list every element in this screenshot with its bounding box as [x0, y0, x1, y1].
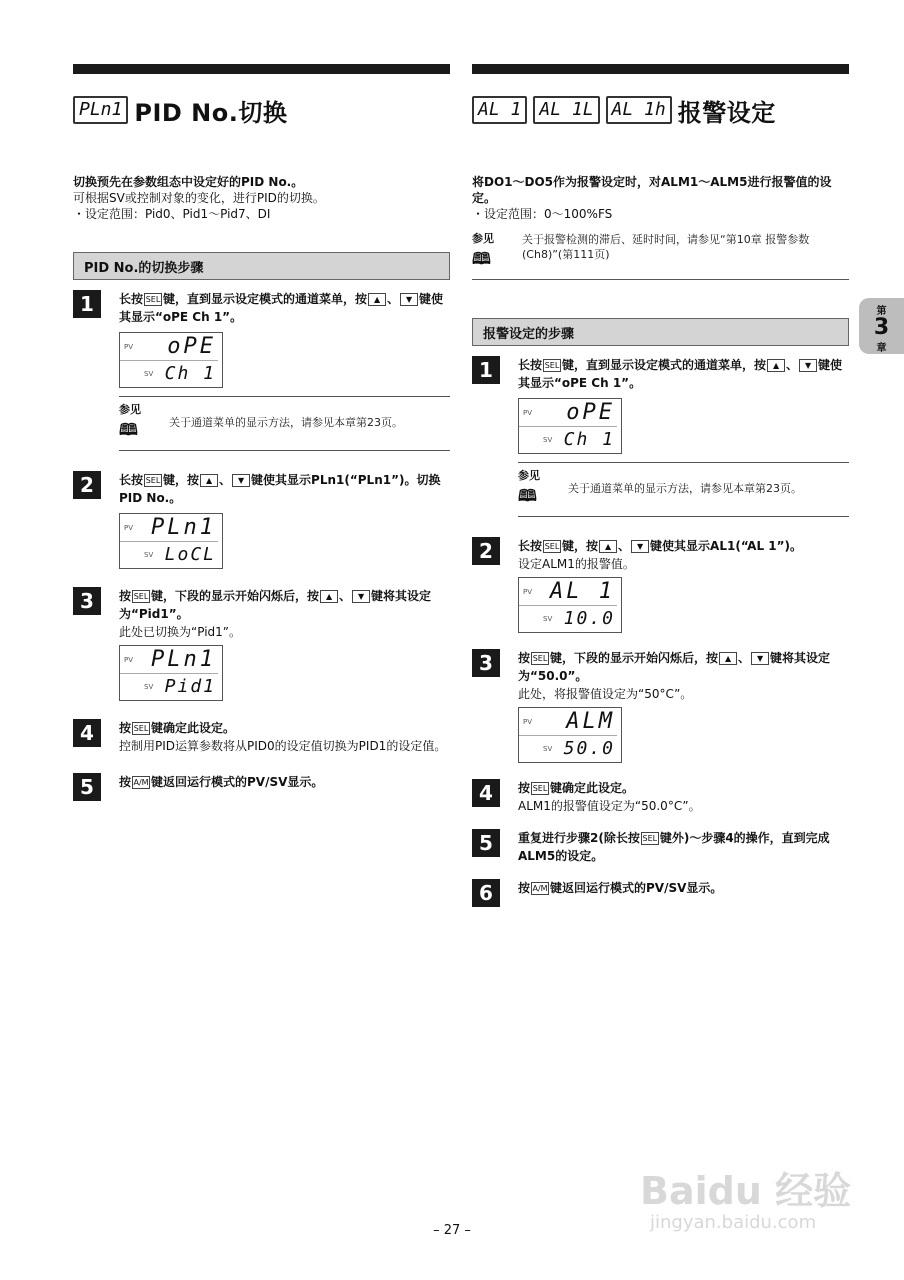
step-number: 3 — [472, 649, 500, 677]
step-number: 4 — [73, 719, 101, 747]
step — [472, 649, 849, 763]
section-header: PID No.的切换步骤 — [73, 252, 450, 280]
step-note: 此处已切换为“Pid1”。 — [119, 625, 241, 639]
intro-line: 可根据SV或控制对象的变化，进行PID的切换。 — [73, 191, 325, 205]
sel-key-icon: SEL — [544, 361, 560, 370]
step-text: 长按 SEL 键，直到显示设定模式的通道菜单，按 ▲ 、 ▼ 键使其显示“oPE Ch 1”。 — [518, 358, 843, 390]
reference-note: 参见 🕮 关于通道菜单的显示方法，请参见本章第23页。 — [518, 462, 849, 517]
step-text: 按 SEL 键确定此设定。 — [119, 721, 236, 735]
step — [73, 587, 450, 701]
sel-key-icon: SEL — [532, 784, 548, 793]
book-icon: 🕮 — [472, 249, 491, 268]
right-column — [472, 64, 849, 907]
step-note: ALM1的报警值设定为“50.0°C”。 — [518, 799, 701, 813]
sel-key-icon: SEL — [544, 542, 560, 551]
title-text: PID No.切换 — [134, 98, 288, 127]
step-note: 此处，将报警值设定为“50°C”。 — [518, 687, 693, 701]
step-number: 2 — [73, 471, 101, 499]
intro-bold: 切换预先在参数组态中设定好的PID No.。 — [73, 175, 304, 189]
step — [73, 290, 450, 451]
down-key-icon: ▼ — [751, 652, 769, 665]
book-icon: 🕮 — [119, 420, 138, 439]
step-number: 1 — [472, 356, 500, 384]
down-key-icon: ▼ — [631, 540, 649, 553]
step — [73, 773, 450, 801]
step-number: 3 — [73, 587, 101, 615]
step-text: 按 SEL 键，下段的显示开始闪烁后，按 ▲ 、 ▼ 键将其设定为“50.0”。 — [518, 651, 831, 683]
lcd-display: PV ALM SV 50.0 — [518, 707, 622, 763]
step-note: 设定ALM1的报警值。 — [518, 557, 635, 571]
down-key-icon: ▼ — [352, 590, 370, 603]
step-number: 1 — [73, 290, 101, 318]
sel-key-icon: SEL — [145, 295, 161, 304]
step — [472, 779, 849, 815]
step-number: 2 — [472, 537, 500, 565]
step-text: 按 SEL 键，下段的显示开始闪烁后，按 ▲ 、 ▼ 键将其设定为“Pid1”。 — [119, 589, 432, 621]
sel-key-icon: SEL — [133, 724, 149, 733]
title-code: AL 1 — [472, 96, 527, 124]
page-number: – 27 – — [433, 1223, 471, 1238]
lcd-display: PV AL 1 SV 10.0 — [518, 577, 622, 633]
up-key-icon: ▲ — [767, 359, 785, 372]
reference-note: 参见 🕮 关于报警检测的滞后、延时时间，请参见“第10章 报警参数(Ch8)”(第111页) — [472, 226, 849, 280]
watermark-logo: Baidu 经验 — [640, 1169, 852, 1213]
step-text: 长按 SEL 键，按 ▲ 、 ▼ 键使其显示AL1(“AL 1”)。 — [518, 539, 802, 553]
step-number: 4 — [472, 779, 500, 807]
lcd-display: PV oPE SV Ch 1 — [119, 332, 223, 388]
title-code: AL 1L — [533, 96, 599, 124]
sel-key-icon: SEL — [133, 592, 149, 601]
step-number: 5 — [472, 829, 500, 857]
lcd-display: PV PLn1 SV Pid1 — [119, 645, 223, 701]
lcd-display: PV oPE SV Ch 1 — [518, 398, 622, 454]
step — [472, 537, 849, 633]
book-icon: 🕮 — [518, 486, 537, 505]
step-number: 5 — [73, 773, 101, 801]
section-header: 报警设定的步骤 — [472, 318, 849, 346]
step-text: 重复进行步骤2(除长按 SEL 键外)～步骤4的操作，直到完成ALM5的设定。 — [518, 831, 830, 863]
down-key-icon: ▼ — [232, 474, 250, 487]
down-key-icon: ▼ — [799, 359, 817, 372]
intro-line: ・设定范围：0～100%FS — [472, 207, 613, 221]
page-title — [73, 86, 450, 134]
sel-key-icon: SEL — [145, 476, 161, 485]
watermark-url: jingyan.baidu.com — [650, 1212, 817, 1233]
title-code: PLn1 — [73, 96, 128, 124]
step — [472, 356, 849, 517]
up-key-icon: ▲ — [320, 590, 338, 603]
title-text: 报警设定 — [677, 98, 776, 127]
reference-note: 参见 🕮 关于通道菜单的显示方法，请参见本章第23页。 — [119, 396, 450, 451]
lcd-display: PV PLn1 SV LoCL — [119, 513, 223, 569]
sel-key-icon: SEL — [532, 654, 548, 663]
intro — [472, 174, 849, 222]
step — [73, 471, 450, 569]
sel-key-icon: SEL — [642, 834, 658, 843]
down-key-icon: ▼ — [400, 293, 418, 306]
step — [472, 879, 849, 907]
step-number: 6 — [472, 879, 500, 907]
page-title — [472, 86, 849, 134]
intro-line: ・设定范围：Pid0、Pid1～Pid7、DI — [73, 207, 271, 221]
title-code: AL 1h — [606, 96, 672, 124]
step-text: 按 A/M 键返回运行模式的PV/SV显示。 — [119, 775, 324, 789]
step-text: 按 SEL 键确定此设定。 — [518, 781, 635, 795]
step-text: 按 A/M 键返回运行模式的PV/SV显示。 — [518, 881, 723, 895]
section-rule — [472, 64, 849, 74]
left-column — [73, 64, 450, 801]
intro-bold: 将DO1～DO5作为报警设定时，对ALM1～ALM5进行报警值的设定。 — [472, 175, 832, 205]
am-key-icon: A/M — [532, 884, 548, 893]
step — [472, 829, 849, 865]
up-key-icon: ▲ — [719, 652, 737, 665]
up-key-icon: ▲ — [599, 540, 617, 553]
step-text: 长按 SEL 键，按 ▲ 、 ▼ 键使其显示PLn1(“PLn1”)。切换PID No.。 — [119, 473, 441, 505]
up-key-icon: ▲ — [368, 293, 386, 306]
am-key-icon: A/M — [133, 778, 149, 787]
chapter-tab: 第 3 章 — [859, 298, 904, 354]
section-rule — [73, 64, 450, 74]
intro — [73, 174, 450, 222]
step-text: 长按 SEL 键，直到显示设定模式的通道菜单，按 ▲ 、 ▼ 键使其显示“oPE Ch 1”。 — [119, 292, 444, 324]
step — [73, 719, 450, 755]
up-key-icon: ▲ — [200, 474, 218, 487]
step-note: 控制用PID运算参数将从PID0的设定值切换为PID1的设定值。 — [119, 739, 447, 753]
